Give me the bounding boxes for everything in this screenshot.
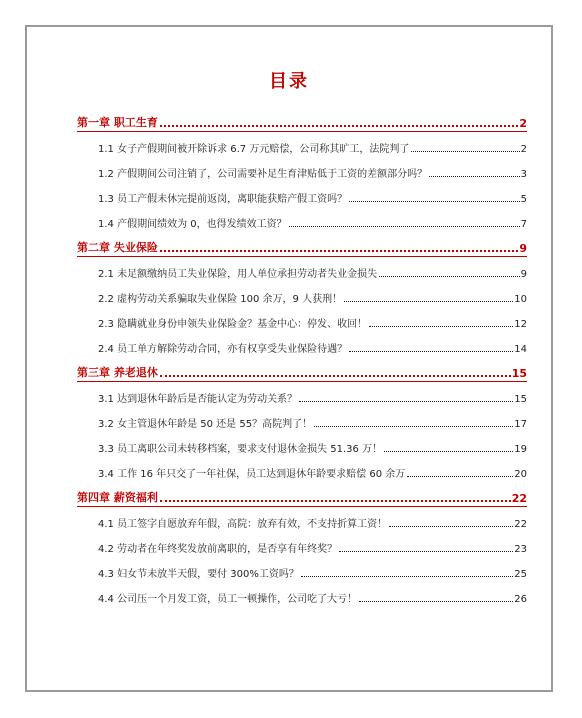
toc-dot-leader [384, 451, 513, 452]
toc-page-number: 2 [519, 117, 527, 130]
toc-section-entry[interactable] [77, 457, 527, 482]
toc-section-title: 2.2 虚构劳动关系骗取失业保险 100 余万，9 人获刑！ [98, 294, 343, 305]
toc-chapter-entry[interactable] [77, 482, 527, 507]
toc-section-entry[interactable] [77, 532, 527, 557]
toc-section-entry[interactable] [77, 132, 527, 157]
toc-page-number: 19 [514, 444, 527, 455]
toc-section-entry[interactable] [77, 332, 527, 357]
toc-section-entry[interactable] [77, 282, 527, 307]
toc-dot-leader [369, 326, 513, 327]
toc-section-entry[interactable] [77, 407, 527, 432]
toc-dot-leader [160, 250, 519, 252]
toc-page-number: 2 [520, 144, 527, 155]
toc-page-number: 5 [520, 194, 527, 205]
toc-dot-leader [349, 351, 513, 352]
table-of-contents [77, 107, 527, 607]
toc-chapter-title: 第一章 职工生育 [77, 116, 158, 129]
toc-section-title: 4.3 妇女节未放半天假，要付 300%工资吗？ [98, 569, 299, 580]
document-page [25, 25, 553, 692]
toc-section-title: 4.2 劳动者在年终奖发放前离职的，是否享有年终奖？ [98, 544, 338, 555]
toc-page-number: 9 [519, 242, 527, 255]
toc-chapter-title: 第三章 养老退休 [77, 366, 158, 379]
toc-section-title: 1.3 员工产假未休完提前返岗，离职能获赔产假工资吗？ [98, 194, 348, 205]
toc-section-entry[interactable] [77, 382, 527, 407]
toc-dot-leader [344, 301, 513, 302]
page-title: 目录 [269, 71, 309, 92]
toc-section-entry[interactable] [77, 182, 527, 207]
toc-page-number: 25 [514, 569, 527, 580]
toc-section-title: 1.4 产假期间绩效为 0，也得发绩效工资？ [98, 219, 287, 230]
toc-page-number: 20 [514, 469, 527, 480]
toc-dot-leader [314, 426, 513, 427]
toc-page-number: 7 [520, 219, 527, 230]
toc-page-number: 26 [514, 594, 527, 605]
toc-section-title: 3.3 员工离职公司未转移档案，要求支付退休金损失 51.36 万！ [98, 444, 383, 455]
toc-dot-leader [349, 201, 520, 202]
toc-page-number: 23 [514, 544, 527, 555]
toc-page-number: 22 [514, 519, 527, 530]
toc-page-number: 10 [514, 294, 527, 305]
toc-chapter-entry[interactable] [77, 357, 527, 382]
toc-dot-leader [299, 401, 513, 402]
toc-dot-leader [160, 500, 511, 502]
toc-chapter-title: 第四章 薪资福利 [77, 491, 158, 504]
toc-section-entry[interactable] [77, 207, 527, 232]
toc-dot-leader [429, 176, 520, 177]
toc-section-title: 2.4 员工单方解除劳动合同，亦有权享受失业保险待遇？ [98, 344, 348, 355]
toc-section-title: 1.2 产假期间公司注销了，公司需要补足生育津贴低于工资的差额部分吗？ [98, 169, 428, 180]
toc-chapter-entry[interactable] [77, 107, 527, 132]
toc-section-title: 4.4 公司压一个月发工资，员工一顿操作，公司吃了大亏！ [98, 594, 358, 605]
toc-chapter-entry[interactable] [77, 232, 527, 257]
toc-page-number: 9 [520, 269, 527, 280]
toc-page-number: 15 [514, 394, 527, 405]
toc-page-number: 17 [514, 419, 527, 430]
toc-page-number: 14 [514, 344, 527, 355]
toc-section-entry[interactable] [77, 432, 527, 457]
toc-dot-leader [389, 526, 513, 527]
toc-section-entry[interactable] [77, 307, 527, 332]
toc-dot-leader [289, 226, 520, 227]
toc-dot-leader [407, 476, 513, 477]
toc-dot-leader [160, 375, 511, 377]
toc-page-number: 15 [511, 367, 527, 380]
toc-section-entry[interactable] [77, 257, 527, 282]
toc-dot-leader [160, 125, 519, 127]
toc-dot-leader [379, 276, 520, 277]
toc-dot-leader [301, 576, 513, 577]
toc-page-number: 22 [511, 492, 527, 505]
toc-page-number: 3 [520, 169, 527, 180]
toc-dot-leader [411, 151, 519, 152]
toc-section-title: 4.1 员工签字自愿放弃年假，高院：放弃有效，不支持折算工资！ [98, 519, 388, 530]
toc-section-entry[interactable] [77, 507, 527, 532]
toc-page-number: 12 [514, 319, 527, 330]
toc-dot-leader [339, 551, 513, 552]
toc-chapter-title: 第二章 失业保险 [77, 241, 158, 254]
toc-section-title: 2.1 未足额缴纳员工失业保险，用人单位承担劳动者失业金损失 [98, 269, 378, 280]
toc-dot-leader [359, 601, 513, 602]
toc-section-title: 3.1 达到退休年龄后是否能认定为劳动关系？ [98, 394, 298, 405]
toc-section-title: 2.3 隐瞒就业身份申领失业保险金？基金中心：停发、收回！ [98, 319, 368, 330]
toc-section-entry[interactable] [77, 582, 527, 607]
toc-section-entry[interactable] [77, 157, 527, 182]
toc-section-title: 3.4 工作 16 年只交了一年社保，员工达到退休年龄要求赔偿 60 余万 [98, 469, 406, 480]
toc-section-title: 1.1 女子产假期间被开除诉求 6.7 万元赔偿，公司称其旷工，法院判了 [98, 144, 410, 155]
toc-section-title: 3.2 女主管退休年龄是 50 还是 55？高院判了！ [98, 419, 313, 430]
toc-section-entry[interactable] [77, 557, 527, 582]
